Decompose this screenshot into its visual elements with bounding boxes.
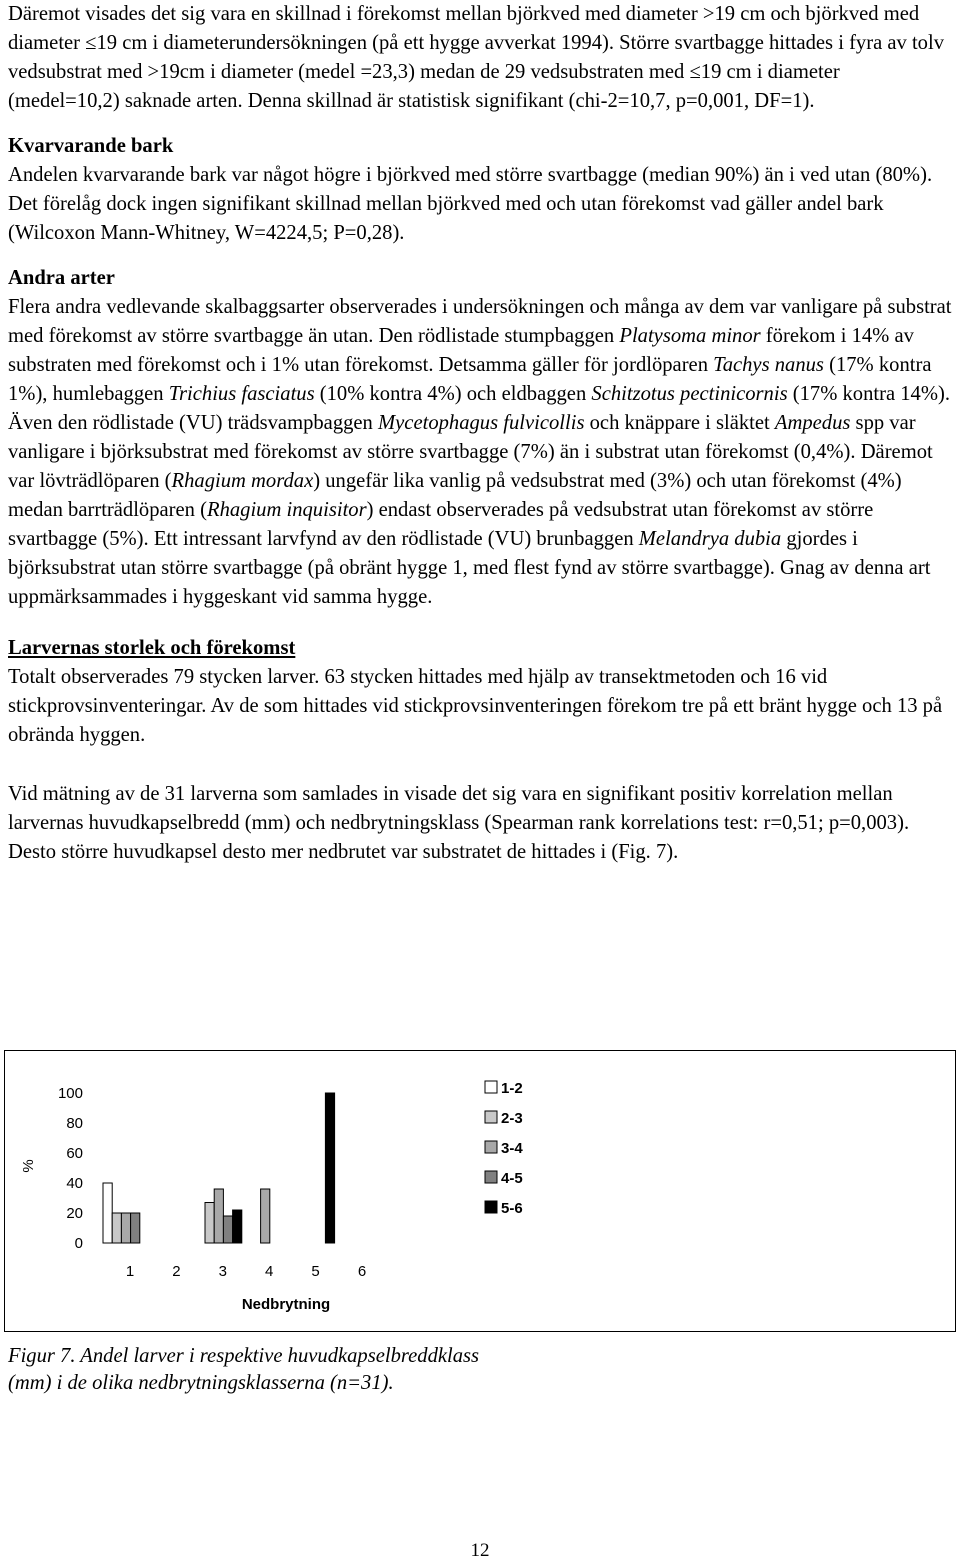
bar-chart [5, 1051, 955, 1331]
figure-caption: Figur 7. Andel larver i respektive huvudkapselbreddklass (mm) i de olika nedbrytningsklasserna (n=31). [8, 1345, 480, 1394]
species-name: Melandrya dubia [638, 528, 782, 550]
y-tick-label: 0 [74, 1235, 83, 1252]
legend-swatch [485, 1111, 497, 1123]
species-name: Rhagium inquisitor [206, 499, 367, 521]
legend-swatch [485, 1081, 497, 1093]
bar [205, 1203, 214, 1244]
other-species-heading: Andra arter [8, 267, 115, 289]
legend-swatch [485, 1141, 497, 1153]
species-name: Platysoma minor [619, 325, 761, 347]
document-body [8, 0, 952, 867]
larvae-paragraph-2: Vid mätning av de 31 larverna som samlades in visade det sig vara en signifikant positiv korrelation mellan larvernas huvudkapselbredd (mm) och nedbrytningsklass (Spearman rank korrelations test: r=0,51; p=0,003). Desto större huvudkapsel desto mer nedbrutet var substratet de hittades i (Fig. 7). [8, 783, 910, 863]
species-name: Ampedus [774, 412, 851, 434]
y-tick-label: 20 [66, 1205, 83, 1222]
figure-7-chart [4, 1050, 956, 1332]
bar [223, 1216, 232, 1243]
legend-swatch [485, 1171, 497, 1183]
species-name: Rhagium mordax [171, 470, 314, 492]
species-name: Mycetophagus fulvicollis [378, 412, 585, 434]
legend-label: 5-6 [501, 1200, 523, 1217]
x-tick-label: 2 [172, 1263, 181, 1280]
bar [325, 1093, 334, 1243]
bar [103, 1183, 112, 1243]
bark-heading: Kvarvarande bark [8, 135, 174, 157]
other-species-paragraph: Flera andra vedlevande skalbaggsarter observerades i undersökningen och många av dem var vanligare på substrat med förekomst av större svartbagge än utan. Den rödlistade stumpbaggen Platysoma minor förekom i 14% av substraten med förekomst och i 1% utan förekomst. Detsamma gäller för jordlöparen Tachys nanus (17% kontra 1%), humlebaggen Trichius fasciatus (10% kontra 4%) och eldbaggen Schitzotus pectinicornis (17% kontra 14%). Även den rödlistade (VU) trädsvampbaggen Mycetophagus fulvicollis och knäppare i släktet Ampedus spp var vanligare i björksubstrat med förekomst av större svartbagge (7%) än i substrat utan förekomst (0,4%). Däremot var lövträdlöparen (Rhagium mordax) ungefär lika vanlig på vedsubstrat med (3%) och utan förekomst (4%) medan barrträdlöparen (Rhagium inquisitor) endast observerades på vedsubstrat utan förekomst av större svartbagge (5%). Ett intressant larvfynd av den rödlistade (VU) brunbaggen Melandrya dubia gjordes i björksubstrat utan större svartbagge (på obränt hygge 1, med flest fynd av större svartbagge). Gnag av denna art uppmärksammades i hyggeskant vid samma hygge. [8, 296, 952, 608]
y-tick-label: 100 [57, 1085, 83, 1102]
intro-paragraph: Däremot visades det sig vara en skillnad i förekomst mellan björkved med diameter >19 cm och björkved med diameter ≤19 cm i diameterundersökningen (på ett hygge avverkat 1994). Större svartbagge hittades i fyra av tolv vedsubstrat med >19cm i diameter (medel =23,3) medan de 29 vedsubstraten med ≤19 cm i diameter (medel=10,2) saknade arten. Denna skillnad är statistisk signifikant (chi-2=10,7, p=0,001, DF=1). [8, 3, 944, 112]
larvae-paragraph-1: Totalt observerades 79 stycken larver. 63 stycken hittades med hjälp av transektmetoden och 16 vid stickprovsinventeringar. Av de som hittades vid stickprovsinventeringen förekom tre på ett bränt hygge och 13 på obrända hyggen. [8, 666, 943, 746]
legend-label: 2-3 [501, 1110, 523, 1127]
legend-label: 1-2 [501, 1080, 523, 1097]
y-axis-label: % [20, 1159, 37, 1173]
bar [214, 1189, 223, 1243]
bark-paragraph: Andelen kvarvarande bark var något högre i björkved med större svartbagge (median 90%) än i ved utan (80%). Det förelåg dock ingen signifikant skillnad mellan björkved med och utan förekomst vad gäller andel bark (Wilcoxon Mann-Whitney, W=4224,5; P=0,28). [8, 164, 933, 244]
legend-label: 4-5 [501, 1170, 523, 1187]
y-tick-label: 80 [66, 1115, 83, 1132]
x-tick-label: 6 [357, 1263, 367, 1280]
bar [131, 1213, 140, 1243]
bar [112, 1213, 121, 1243]
legend-label: 3-4 [501, 1140, 523, 1157]
y-tick-label: 40 [66, 1175, 83, 1192]
bar [121, 1213, 130, 1243]
x-tick-label: 3 [218, 1263, 227, 1280]
x-tick-label: 4 [265, 1263, 274, 1280]
bar [261, 1189, 270, 1243]
x-tick-label: 5 [311, 1263, 320, 1280]
species-name: Tachys nanus [713, 354, 824, 376]
x-tick-label: 1 [125, 1263, 135, 1280]
x-axis-label: Nedbrytning [241, 1296, 331, 1313]
bar [233, 1210, 242, 1243]
larvae-heading: Larvernas storlek och förekomst [8, 637, 296, 659]
species-name: Trichius fasciatus [168, 383, 315, 405]
page-number: 12 [470, 1540, 490, 1561]
species-name: Schitzotus pectinicornis [591, 383, 788, 405]
y-tick-label: 60 [66, 1145, 83, 1162]
legend-swatch [485, 1201, 497, 1213]
